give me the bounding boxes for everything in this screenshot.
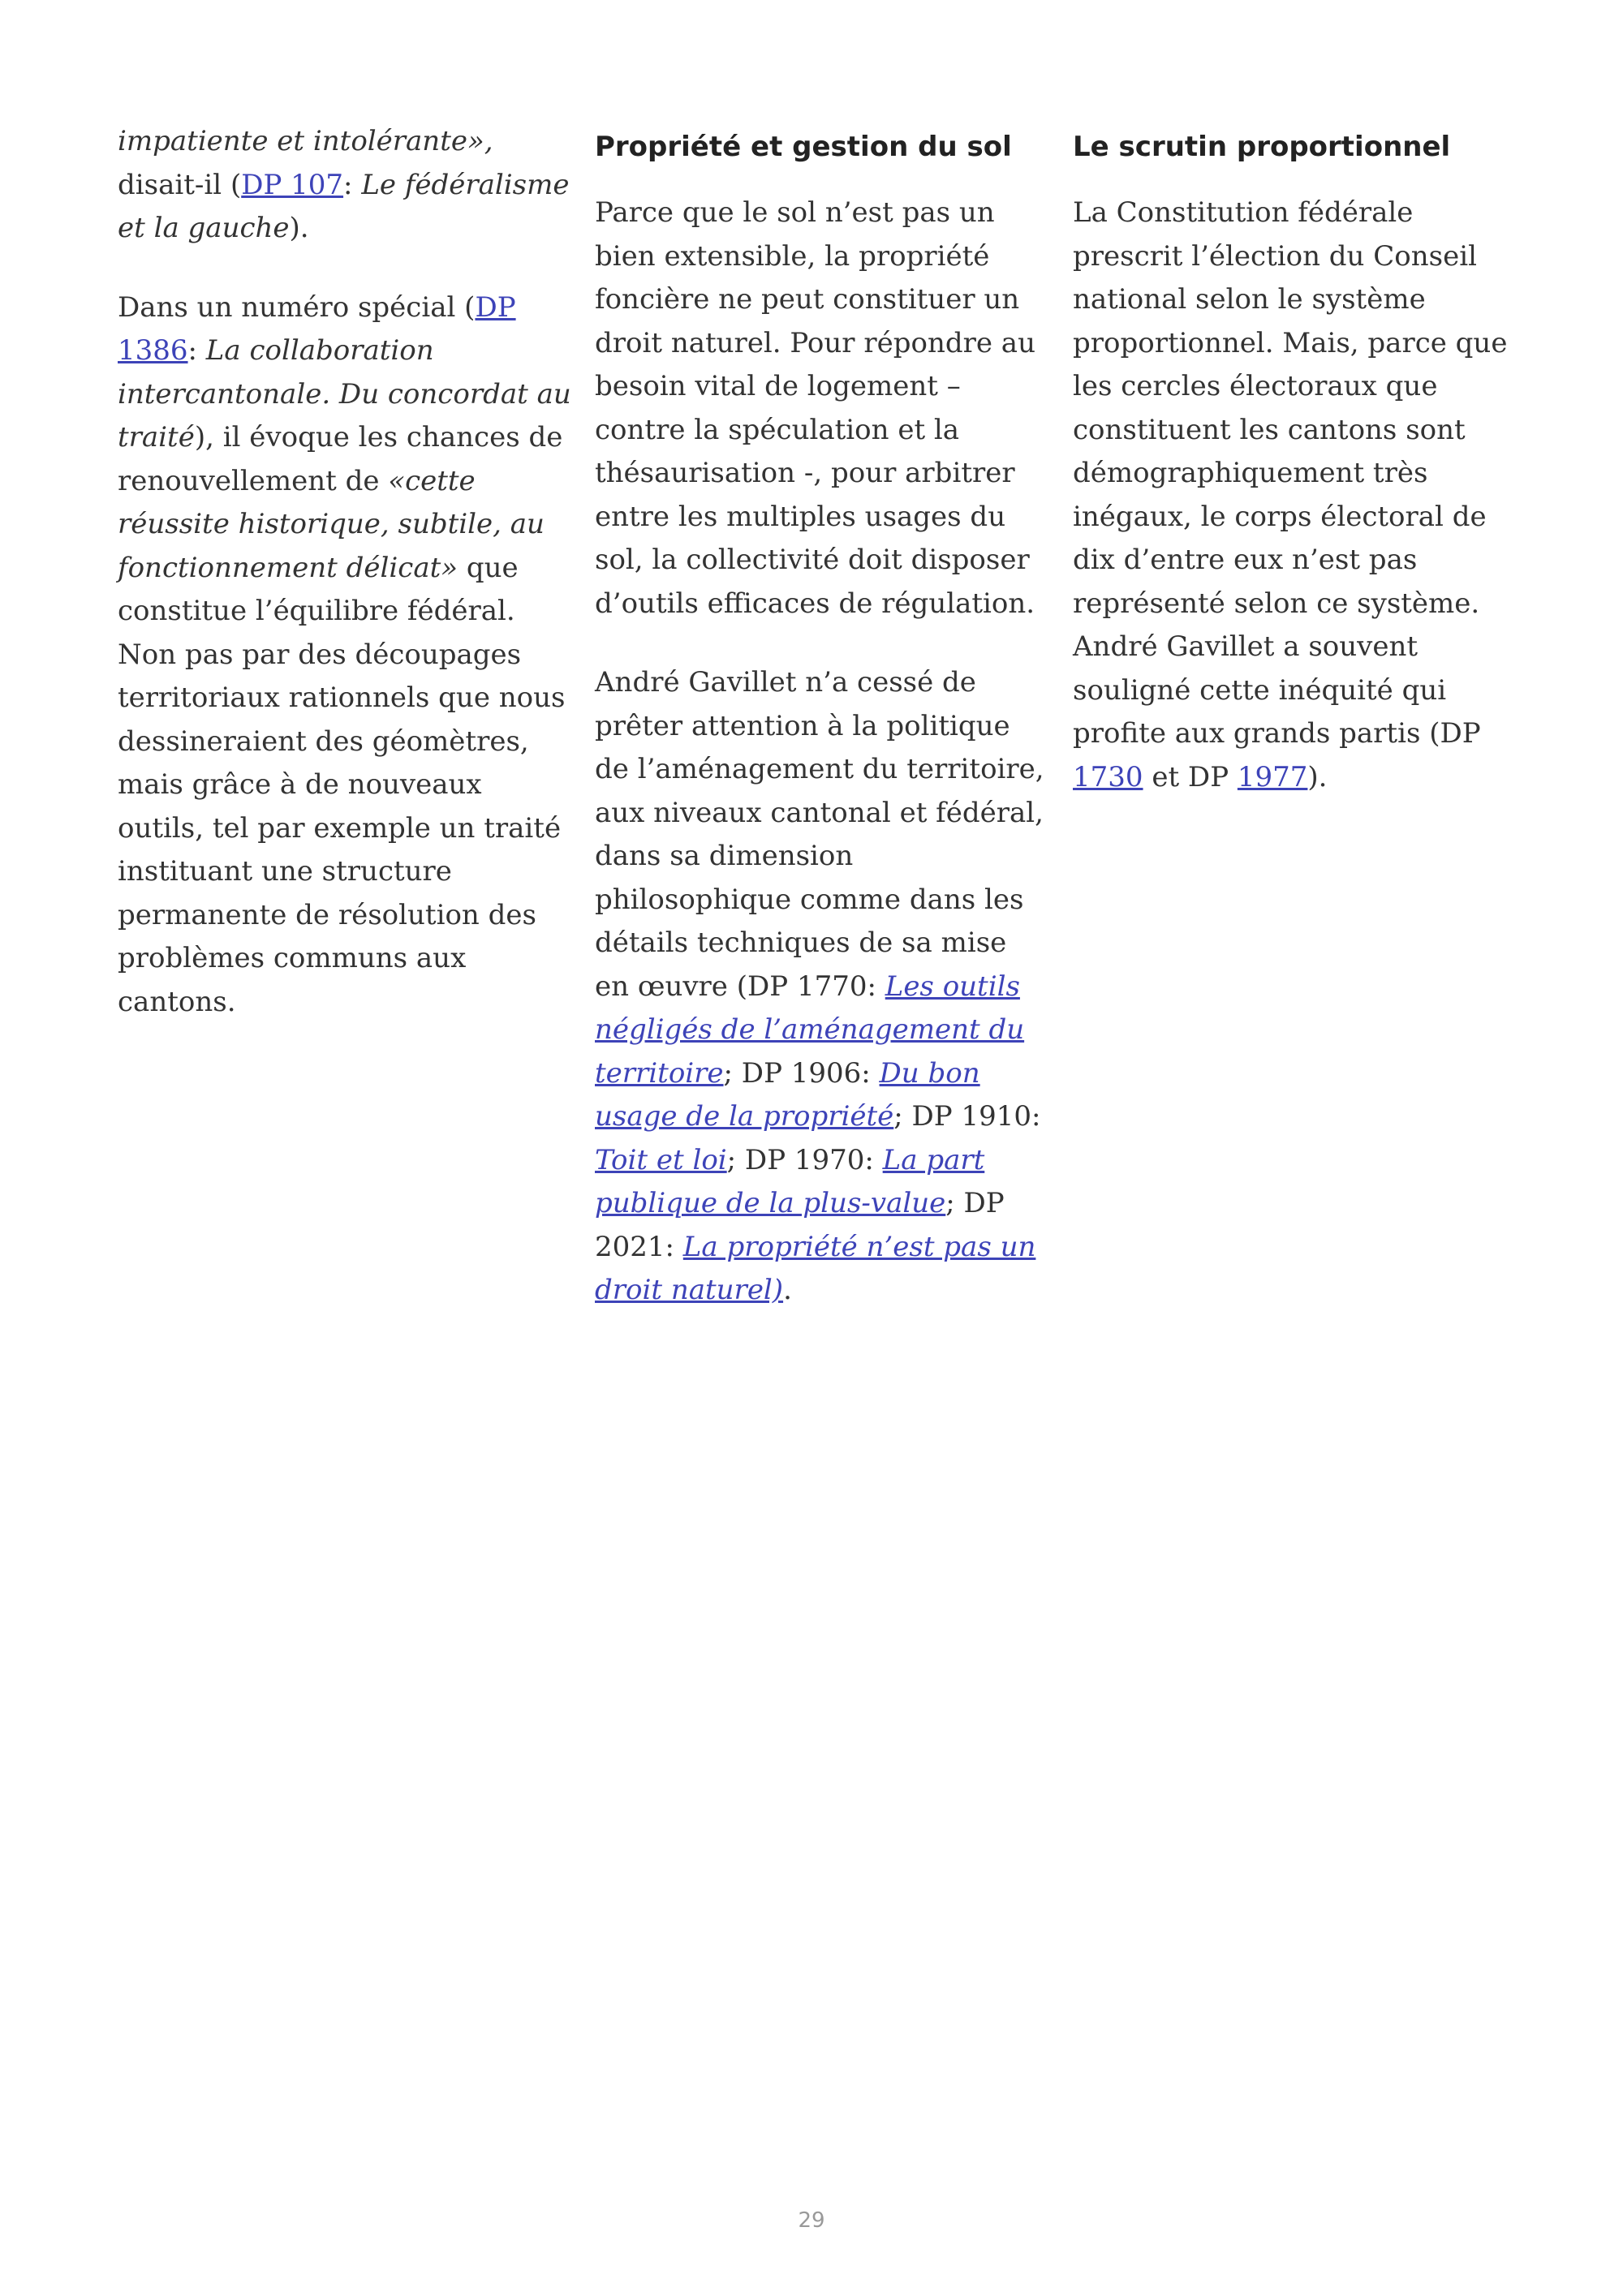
text: disait-il ( [118,168,242,201]
paragraph [118,120,572,251]
link-dp-1970[interactable]: La part publique de la plus-value [595,1143,985,1219]
link-dp-2021[interactable]: La propriété n’est pas un droit naturel) [595,1230,1036,1306]
column-3 [1073,120,1527,835]
text: ). [1307,760,1328,793]
text: ; DP 1970: [726,1143,883,1176]
section-heading: Le scrutin proportionnel [1073,131,1451,163]
text: ; DP 1906: [723,1056,880,1090]
text: La Constitution fédérale prescrit l’élection du Conseil national selon le système proportionnel. Mais, parce que les cercles électoraux que constituent les cantons sont démographiquement très inégaux, le corps électoral de dix d’entre eux n’est pas représenté selon ce système. André Gavillet a souvent souligné cette inéquité qui profite aux grands partis (DP [1073,196,1508,750]
text: ; DP 2021: [595,1187,1005,1263]
page-number: 29 [798,2208,825,2233]
column-2 [595,120,1049,1348]
column-1 [118,120,572,1060]
paragraph [118,286,572,1025]
link-dp-1770[interactable]: Les outils négligés de l’aménagement du territoire [595,970,1025,1090]
text: . [783,1274,792,1306]
paragraph: Parce que le sol n’est pas un bien extensible, la propriété foncière ne peut constituer un droit naturel. Pour répondre au besoin vital de logement – contre la spéculation et la thésaurisation -, pour arbitrer entre les multiples usages du sol, la collectivité doit disposer d’outils efficaces de régulation. [595,196,1035,620]
link-dp-1386[interactable]: DP 1386 [118,290,516,367]
paragraph [1073,191,1527,799]
text: que constitue l’équilibre fédéral. Non pas par des découpages territoriaux rationnels que nous dessineraient des géomètres, mais grâce à de nouveaux outils, tel par exemple un traité instituant une structure permanente de résolution des problèmes communs aux cantons. [118,551,566,1018]
quote-text: impatiente et intolérante», [118,125,493,157]
text: ; DP 1910: [893,1100,1041,1133]
article-title: Le fédéralisme et la gauche [118,168,570,244]
quote-text: «cette réussite historique, subtile, au fonctionnement délicat» [118,464,545,584]
paragraph [595,661,1049,1313]
article-title: La collaboration intercantonale. Du concordat au traité [118,334,571,454]
text: : [187,334,206,367]
link-dp-1910[interactable]: Toit et loi [595,1143,727,1176]
text: ), il évoque les chances de renouvellement de [118,421,563,497]
text: André Gavillet n’a cessé de prêter attention à la politique de l’aménagement du territoire, aux niveaux cantonal et fédéral, dans sa dimension philosophique comme dans les détails techniques de sa mise en œuvre (DP 1770: [595,666,1044,1003]
link-dp-107[interactable]: DP 107 [241,168,344,201]
text: : [343,168,362,201]
link-dp-1977[interactable]: 1977 [1237,760,1308,793]
text: et DP [1143,760,1238,793]
section-heading: Propriété et gestion du sol [595,131,1012,163]
text: Dans un numéro spécial ( [118,290,476,324]
link-dp-1906[interactable]: Du bon usage de la propriété [595,1056,980,1133]
link-dp-1730[interactable]: 1730 [1073,760,1143,793]
text: ). [289,212,309,244]
